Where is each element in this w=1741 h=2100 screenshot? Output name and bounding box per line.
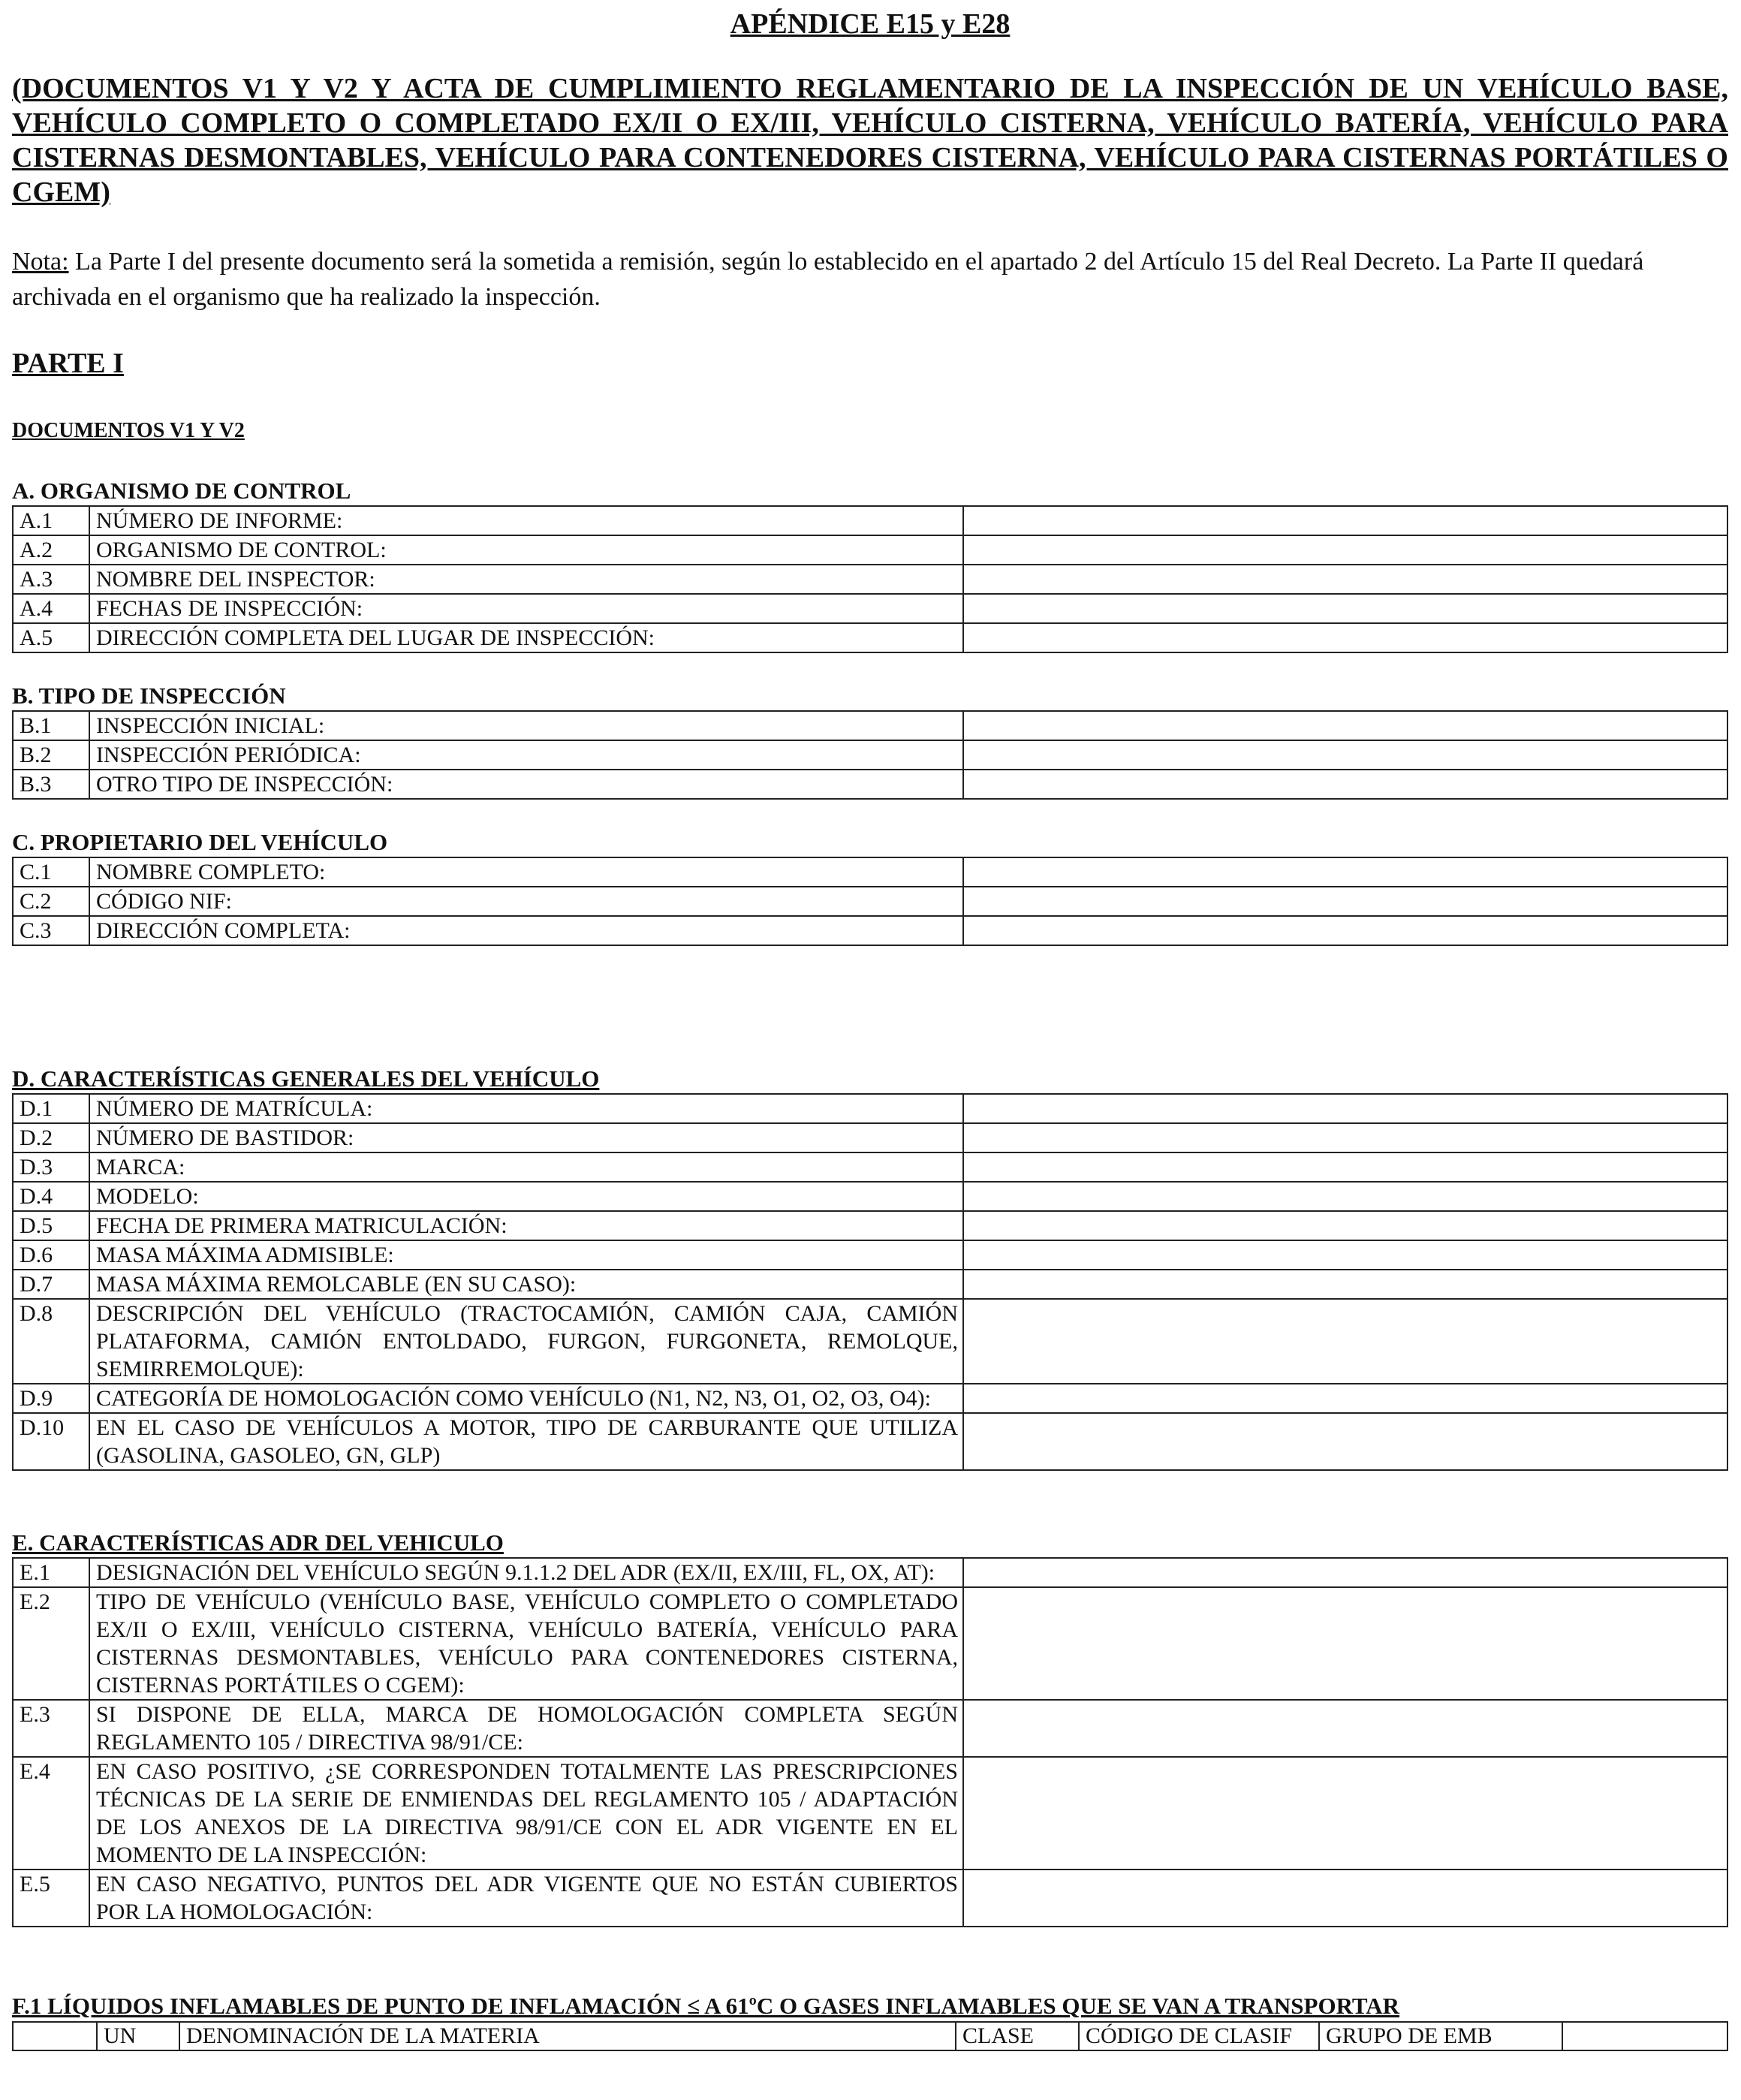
row-code: C.3 xyxy=(13,916,89,945)
form-row xyxy=(13,623,1727,652)
value-field-d9[interactable] xyxy=(963,1384,1727,1413)
appendix-title: APÉNDICE E15 y E28 xyxy=(730,8,1011,40)
row-label: NÚMERO DE BASTIDOR: xyxy=(89,1123,963,1152)
row-label: MODELO: xyxy=(89,1182,963,1211)
row-code: D.1 xyxy=(13,1094,89,1123)
documents-subtitle: DOCUMENTOS V1 Y V2 xyxy=(12,419,245,442)
value-field-d5[interactable] xyxy=(963,1211,1727,1240)
row-label: DIRECCIÓN COMPLETA: xyxy=(89,916,963,945)
form-row xyxy=(13,711,1727,740)
form-row xyxy=(13,1558,1727,1587)
value-field-e4[interactable] xyxy=(963,1757,1727,1870)
row-code: D.3 xyxy=(13,1152,89,1182)
value-field-d3[interactable] xyxy=(963,1152,1727,1182)
row-code: B.2 xyxy=(13,740,89,770)
value-field-c2[interactable] xyxy=(963,887,1727,916)
column-header: DENOMINACIÓN DE LA MATERIA xyxy=(179,2022,956,2050)
note-paragraph xyxy=(12,244,1728,315)
row-code: D.2 xyxy=(13,1123,89,1152)
row-label: EN CASO POSITIVO, ¿SE CORRESPONDEN TOTALMENTE LAS PRESCRIPCIONES TÉCNICAS DE LA SERIE DE ENMIENDAS DEL REGLAMENTO 105 / ADAPTACIÓN DE LOS ANEXOS DE LA DIRECTIVA 98/91/CE CON EL ADR VIGENTE EN EL MOMENTO DE LA INSPECCIÓN: xyxy=(89,1757,963,1870)
main-heading: (DOCUMENTOS V1 Y V2 Y ACTA DE CUMPLIMIENTO REGLAMENTARIO DE LA INSPECCIÓN DE UN VEHÍCULO BASE, VEHÍCULO COMPLETO O COMPLETADO EX/II O EX/III, VEHÍCULO CISTERNA, VEHÍCULO BATERÍA, VEHÍCULO PARA CISTERNAS DESMONTABLES, VEHÍCULO PARA CONTENEDORES CISTERNA, VEHÍCULO PARA CISTERNAS PORTÁTILES O CGEM) xyxy=(12,73,1728,208)
note-label: Nota: xyxy=(12,248,69,276)
form-row xyxy=(13,916,1727,945)
section-f1-title: F.1 LÍQUIDOS INFLAMABLES DE PUNTO DE INFLAMACIÓN ≤ A 61ºC O GASES INFLAMABLES QUE SE VAN A TRANSPORTAR xyxy=(12,1993,1400,2019)
section-d-title: D. CARACTERÍSTICAS GENERALES DEL VEHÍCULO xyxy=(12,1065,600,1092)
form-row xyxy=(13,1299,1727,1384)
value-field-d6[interactable] xyxy=(963,1240,1727,1270)
row-code: E.5 xyxy=(13,1870,89,1927)
section-c-title: C. PROPIETARIO DEL VEHÍCULO xyxy=(12,829,388,855)
value-field-a3[interactable] xyxy=(963,565,1727,594)
value-field-c1[interactable] xyxy=(963,857,1727,887)
form-row xyxy=(13,594,1727,623)
form-row xyxy=(13,506,1727,535)
form-row xyxy=(13,1094,1727,1123)
section-b-table xyxy=(12,710,1728,800)
row-code: D.9 xyxy=(13,1384,89,1413)
value-field-d4[interactable] xyxy=(963,1182,1727,1211)
section-e-table xyxy=(12,1557,1728,1927)
form-row xyxy=(13,535,1727,565)
row-label: DIRECCIÓN COMPLETA DEL LUGAR DE INSPECCIÓN: xyxy=(89,623,963,652)
value-field-d7[interactable] xyxy=(963,1270,1727,1299)
row-label: NOMBRE COMPLETO: xyxy=(89,857,963,887)
blank-header-cell xyxy=(1562,2022,1727,2050)
value-field-d2[interactable] xyxy=(963,1123,1727,1152)
row-label: CÓDIGO NIF: xyxy=(89,887,963,916)
row-label: INSPECCIÓN INICIAL: xyxy=(89,711,963,740)
row-label: SI DISPONE DE ELLA, MARCA DE HOMOLOGACIÓN COMPLETA SEGÚN REGLAMENTO 105 / DIRECTIVA 98/91/CE: xyxy=(89,1700,963,1757)
row-code: A.5 xyxy=(13,623,89,652)
column-header: GRUPO DE EMB xyxy=(1319,2022,1562,2050)
column-header: CLASE xyxy=(956,2022,1079,2050)
row-label: ORGANISMO DE CONTROL: xyxy=(89,535,963,565)
value-field-b3[interactable] xyxy=(963,770,1727,799)
section-a-table xyxy=(12,505,1728,653)
row-label: NÚMERO DE INFORME: xyxy=(89,506,963,535)
part-title: PARTE I xyxy=(12,348,124,379)
row-code: A.3 xyxy=(13,565,89,594)
column-header: UN xyxy=(97,2022,179,2050)
form-row xyxy=(13,887,1727,916)
row-code: D.7 xyxy=(13,1270,89,1299)
row-label: TIPO DE VEHÍCULO (VEHÍCULO BASE, VEHÍCULO COMPLETO O COMPLETADO EX/II O EX/III, VEHÍCULO CISTERNA, VEHÍCULO BATERÍA, VEHÍCULO PARA CISTERNAS DESMONTABLES, VEHÍCULO PARA CONTENEDORES CISTERNA, CISTERNAS PORTÁTILES O CGEM): xyxy=(89,1587,963,1700)
value-field-e2[interactable] xyxy=(963,1587,1727,1700)
row-code: E.1 xyxy=(13,1558,89,1587)
form-row xyxy=(13,1870,1727,1927)
section-a-title: A. ORGANISMO DE CONTROL xyxy=(12,478,351,504)
form-row xyxy=(13,857,1727,887)
form-row xyxy=(13,1211,1727,1240)
value-field-a4[interactable] xyxy=(963,594,1727,623)
value-field-a1[interactable] xyxy=(963,506,1727,535)
row-label: MASA MÁXIMA REMOLCABLE (EN SU CASO): xyxy=(89,1270,963,1299)
form-row xyxy=(13,1413,1727,1470)
section-d-table xyxy=(12,1093,1728,1471)
row-label: INSPECCIÓN PERIÓDICA: xyxy=(89,740,963,770)
row-label: EN CASO NEGATIVO, PUNTOS DEL ADR VIGENTE QUE NO ESTÁN CUBIERTOS POR LA HOMOLOGACIÓN: xyxy=(89,1870,963,1927)
value-field-a2[interactable] xyxy=(963,535,1727,565)
value-field-d1[interactable] xyxy=(963,1094,1727,1123)
value-field-b1[interactable] xyxy=(963,711,1727,740)
form-row xyxy=(13,1270,1727,1299)
value-field-e3[interactable] xyxy=(963,1700,1727,1757)
row-label: DESCRIPCIÓN DEL VEHÍCULO (TRACTOCAMIÓN, CAMIÓN CAJA, CAMIÓN PLATAFORMA, CAMIÓN ENTOLDADO, FURGON, FURGONETA, REMOLQUE, SEMIRREMOLQUE): xyxy=(89,1299,963,1384)
form-row xyxy=(13,1240,1727,1270)
row-label: CATEGORÍA DE HOMOLOGACIÓN COMO VEHÍCULO (N1, N2, N3, O1, O2, O3, O4): xyxy=(89,1384,963,1413)
table-header-row xyxy=(13,2022,1727,2050)
column-header: CÓDIGO DE CLASIF xyxy=(1079,2022,1319,2050)
row-code: D.10 xyxy=(13,1413,89,1470)
section-b-title: B. TIPO DE INSPECCIÓN xyxy=(12,682,286,709)
row-code: A.4 xyxy=(13,594,89,623)
row-label: FECHAS DE INSPECCIÓN: xyxy=(89,594,963,623)
form-row xyxy=(13,740,1727,770)
row-code: B.3 xyxy=(13,770,89,799)
row-code: C.1 xyxy=(13,857,89,887)
row-code: D.8 xyxy=(13,1299,89,1384)
form-row xyxy=(13,1123,1727,1152)
row-label: MARCA: xyxy=(89,1152,963,1182)
row-code: D.6 xyxy=(13,1240,89,1270)
form-row xyxy=(13,1587,1727,1700)
note-text: La Parte I del presente documento será la sometida a remisión, según lo establecido en el apartado 2 del Artículo 15 del Real Decreto. La Parte II quedará archivada en el organismo que ha realizado la inspección. xyxy=(12,248,1644,311)
value-field-b2[interactable] xyxy=(963,740,1727,770)
row-label: DESIGNACIÓN DEL VEHÍCULO SEGÚN 9.1.1.2 DEL ADR (EX/II, EX/III, FL, OX, AT): xyxy=(89,1558,963,1587)
section-f1-table xyxy=(12,2021,1728,2051)
row-code: A.2 xyxy=(13,535,89,565)
row-code: D.5 xyxy=(13,1211,89,1240)
section-e-title: E. CARACTERÍSTICAS ADR DEL VEHICULO xyxy=(12,1529,504,1556)
form-row xyxy=(13,565,1727,594)
row-code: D.4 xyxy=(13,1182,89,1211)
row-label: MASA MÁXIMA ADMISIBLE: xyxy=(89,1240,963,1270)
row-label: NÚMERO DE MATRÍCULA: xyxy=(89,1094,963,1123)
row-code: A.1 xyxy=(13,506,89,535)
row-code: C.2 xyxy=(13,887,89,916)
row-code: E.4 xyxy=(13,1757,89,1870)
value-field-e5[interactable] xyxy=(963,1870,1727,1927)
value-field-e1[interactable] xyxy=(963,1558,1727,1587)
row-code: E.3 xyxy=(13,1700,89,1757)
value-field-d10[interactable] xyxy=(963,1413,1727,1470)
form-row xyxy=(13,770,1727,799)
row-code: B.1 xyxy=(13,711,89,740)
row-code: E.2 xyxy=(13,1587,89,1700)
form-row xyxy=(13,1384,1727,1413)
row-label: NOMBRE DEL INSPECTOR: xyxy=(89,565,963,594)
section-c-table xyxy=(12,857,1728,946)
row-label: OTRO TIPO DE INSPECCIÓN: xyxy=(89,770,963,799)
row-label: EN EL CASO DE VEHÍCULOS A MOTOR, TIPO DE CARBURANTE QUE UTILIZA (GASOLINA, GASOLEO, GN, GLP) xyxy=(89,1413,963,1470)
value-field-c3[interactable] xyxy=(963,916,1727,945)
row-label: FECHA DE PRIMERA MATRICULACIÓN: xyxy=(89,1211,963,1240)
value-field-a5[interactable] xyxy=(963,623,1727,652)
value-field-d8[interactable] xyxy=(963,1299,1727,1384)
form-row xyxy=(13,1700,1727,1757)
blank-header-cell xyxy=(13,2022,97,2050)
form-row xyxy=(13,1757,1727,1870)
form-row xyxy=(13,1182,1727,1211)
form-row xyxy=(13,1152,1727,1182)
